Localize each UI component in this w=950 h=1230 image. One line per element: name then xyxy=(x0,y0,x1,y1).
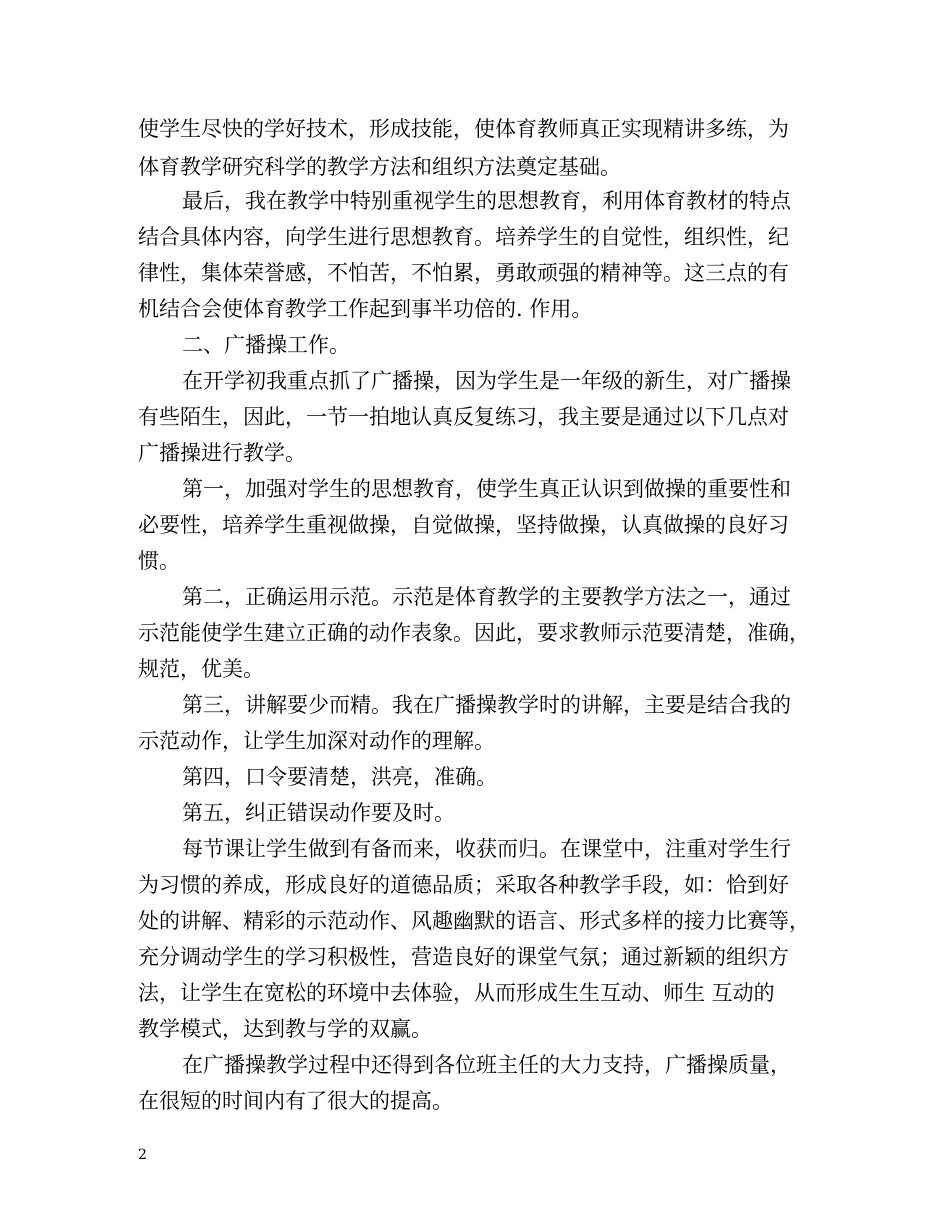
text-line: 示范动作，让学生加深对动作的理解。 xyxy=(138,729,495,753)
text-line: 教学模式，达到教与学的双赢。 xyxy=(138,1017,432,1041)
text-line: 结合具体内容，向学生进行思想教育。培养学生的自觉性，组织性，纪 xyxy=(138,225,789,249)
text-line: 规范，优美。 xyxy=(138,657,264,681)
text-line: 律性，集体荣誉感，不怕苦，不怕累，勇敢顽强的精神等。这三点的有 xyxy=(138,261,789,285)
text-line: 体育教学研究科学的教学方法和组织方法奠定基础。 xyxy=(138,155,621,179)
text-line: 充分调动学生的学习积极性，营造良好的课堂气氛；通过新颖的组织方 xyxy=(138,945,789,969)
paragraph-start-line: 第五，纠正错误动作要及时。 xyxy=(182,801,455,825)
text-line: 在很短的时间内有了很大的提高。 xyxy=(138,1089,453,1113)
paragraph-start-line: 在广播操教学过程中还得到各位班主任的大力支持，广播操质量， xyxy=(182,1053,791,1077)
paragraph-start-line: 第三，讲解要少而精。我在广播操教学时的讲解，主要是结合我的 xyxy=(182,693,791,717)
text-line: 使学生尽快的学好技术，形成技能，使体育教师真正实现精讲多练，为 xyxy=(138,117,789,141)
section-heading: 二、广播操工作。 xyxy=(182,333,350,357)
paragraph-start-line: 第一，加强对学生的思想教育，使学生真正认识到做操的重要性和 xyxy=(182,477,791,501)
paragraph-start-line: 第二，正确运用示范。示范是体育教学的主要教学方法之一，通过 xyxy=(182,585,791,609)
text-line: 广播操进行教学。 xyxy=(138,441,306,465)
text-line: 示范能使学生建立正确的动作表象。因此，要求教师示范要清楚，准确， xyxy=(138,621,810,645)
text-line: 有些陌生，因此，一节一拍地认真反复练习，我主要是通过以下几点对 xyxy=(138,405,789,429)
paragraph-start-line: 最后，我在教学中特别重视学生的思想教育，利用体育教材的特点 xyxy=(182,189,791,213)
paragraph-start-line: 每节课让学生做到有备而来，收获而归。在课堂中，注重对学生行 xyxy=(182,837,791,861)
text-line: 为习惯的养成，形成良好的道德品质；采取各种教学手段，如：恰到好 xyxy=(138,873,789,897)
paragraph-start-line: 第四，口令要清楚，洪亮，准确。 xyxy=(182,765,497,789)
text-line: 必要性，培养学生重视做操，自觉做操，坚持做操，认真做操的良好习 xyxy=(138,513,789,537)
text-line: 法，让学生在宽松的环境中去体验，从而形成生生互动、师生 互动的 xyxy=(138,981,775,1005)
paragraph-start-line: 在开学初我重点抓了广播操，因为学生是一年级的新生，对广播操 xyxy=(182,369,791,393)
text-line: 机结合会使体育教学工作起到事半功倍的. 作用。 xyxy=(138,297,593,321)
text-line: 处的讲解、精彩的示范动作、风趣幽默的语言、形式多样的接力比赛等， xyxy=(138,909,810,933)
page-number: 2 xyxy=(138,1147,147,1163)
text-line: 惯。 xyxy=(138,549,180,573)
